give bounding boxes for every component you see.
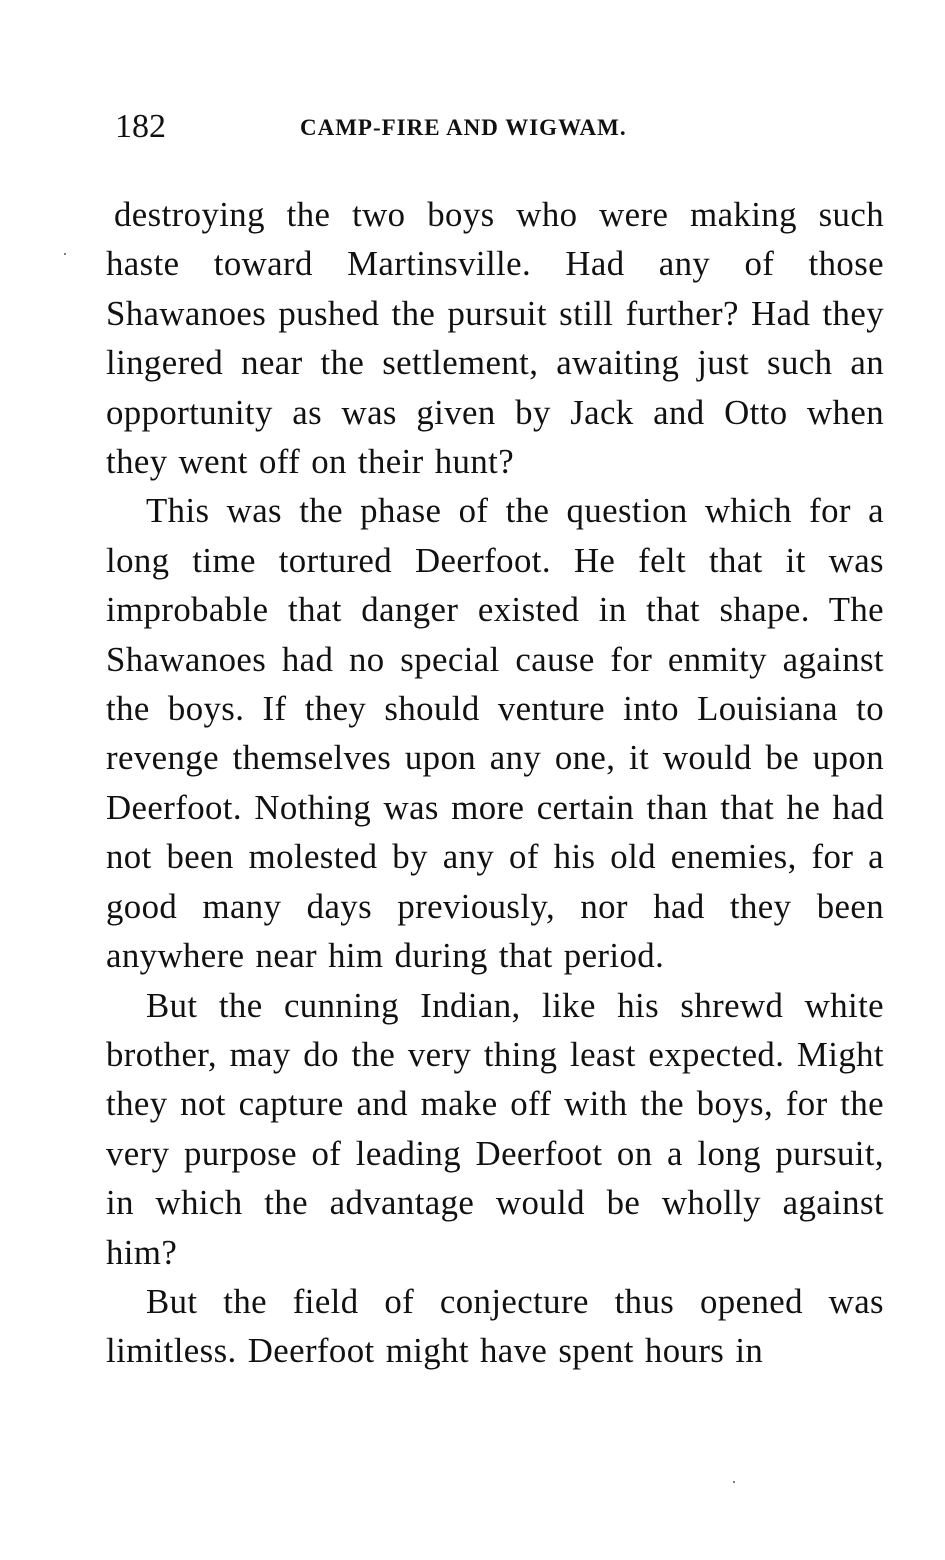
- paragraph-1: destroying the two boys who were making such haste toward Martinsville. Had any of those Shawanoes pushed the pursuit still further? Had they lingered near the settlement, awaiting just such an opportunity as was given by Jack and Otto when they went off on their hunt?: [106, 195, 884, 482]
- paragraph-4: But the field of conjecture thus opened was limitless. Deerfoot might have spent hours in: [106, 1281, 884, 1371]
- running-head: CAMP-FIRE AND WIGWAM.: [300, 115, 627, 140]
- paragraph-3: But the cunning Indian, like his shrewd white brother, may do the very thing least expected. Might they not capture and make off with the boys, for the very purpose of leading Deerfoot on a long pursuit, in which the advantage would be wholly against him?: [106, 985, 884, 1272]
- page-header: [115, 100, 835, 160]
- body-text: [106, 190, 884, 1376]
- page-number: 182: [115, 108, 166, 145]
- print-speck: [733, 1481, 735, 1483]
- print-speck: [64, 253, 66, 255]
- paragraph-2: This was the phase of the question which for a long time tortured Deerfoot. He felt that it was improbable that danger existed in that shape. The Shawanoes had no special cause for enmity against the boys. If they should venture into Louisiana to revenge themselves upon any one, it would be upon Deerfoot. Nothing was more certain than that he had not been molested by any of his old enemies, for a good many days previously, nor had they been anywhere near him during that period.: [106, 491, 884, 976]
